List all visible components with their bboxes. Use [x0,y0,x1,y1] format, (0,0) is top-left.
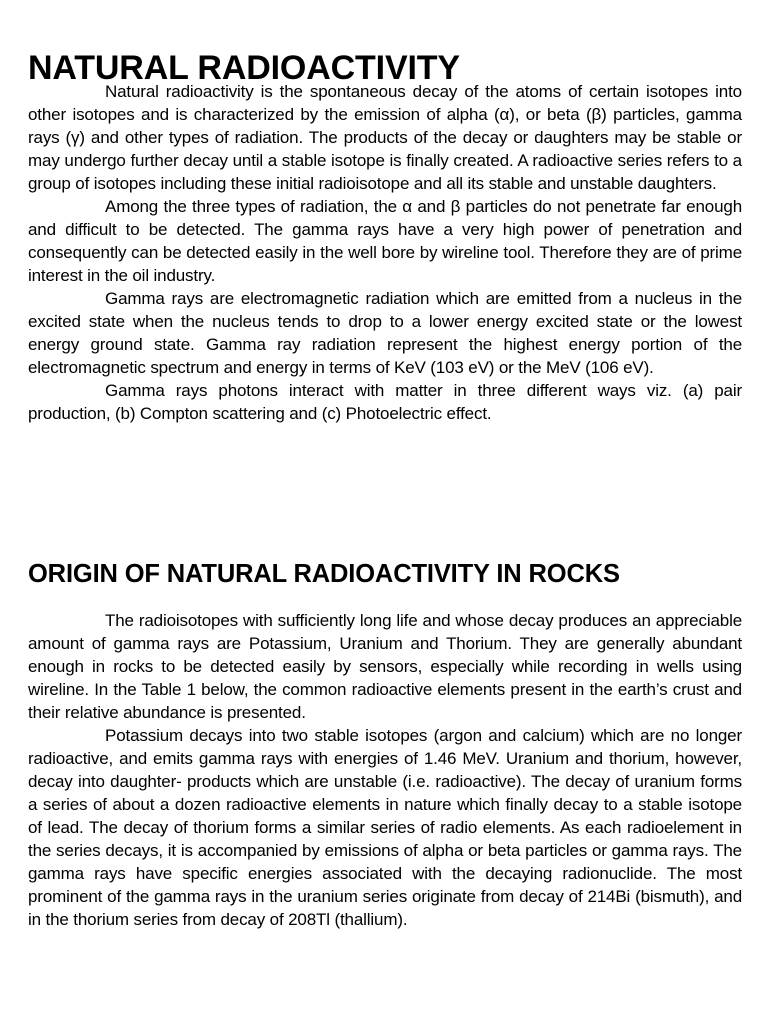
spacer [28,586,742,609]
paragraph: Natural radioactivity is the spontaneous decay of the atoms of certain isotopes into other isotopes and is characterized by the emission of alpha (α), or beta (β) particles, gamma rays (γ) and other types of radiation. The products of the decay or daughters may be stable or may undergo further decay until a stable isotope is finally created. A radioactive series refers to a group of isotopes including these initial radioisotope and all its stable and unstable daughters. [28,82,742,193]
paragraph: Gamma rays photons interact with matter in three different ways viz. (a) pair production, (b) Compton scattering and (c) Photoelectric effect. [28,381,742,423]
paragraph: The radioisotopes with sufficiently long life and whose decay produces an appreciable amount of gamma rays are Potassium, Uranium and Thorium. They are generally abundant enough in rocks to be detected easily by sensors, especially while recording in wells using wireline. In the Table 1 below, the common radioactive elements present in the earth’s crust and their relative abundance is presented. [28,611,742,722]
paragraph: Gamma rays are electromagnetic radiation which are emitted from a nucleus in the excited state when the nucleus tends to drop to a lower energy excited state or the lowest energy ground state. Gamma ray radiation represent the highest energy portion of the electromagnetic spectrum and energy in terms of KeV (103 eV) or the MeV (106 eV). [28,289,742,377]
paragraph: Among the three types of radiation, the α and β particles do not penetrate far enough and difficult to be detected. The gamma rays have a very high power of penetration and consequently can be detected easily in the well bore by wireline tool. Therefore they are of prime interest in the oil industry. [28,197,742,285]
spacer [28,425,742,563]
section-heading-natural-radioactivity: NATURAL RADIOACTIVITY [28,49,460,87]
document-page [28,49,742,931]
section-heading-origin-of-radioactivity: ORIGIN OF NATURAL RADIOACTIVITY IN ROCKS [28,560,620,588]
paragraph: Potassium decays into two stable isotopes (argon and calcium) which are no longer radioactive, and emits gamma rays with energies of 1.46 MeV. Uranium and thorium, however, decay into daughter- products which are unstable (i.e. radioactive). The decay of uranium forms a series of about a dozen radioactive elements in nature which finally decay to a stable isotope of lead. The decay of thorium forms a similar series of radio elements. As each radioelement in the series decays, it is accompanied by emissions of alpha or beta particles or gamma rays. The gamma rays have specific energies associated with the decaying radionuclide. The most prominent of the gamma rays in the uranium series originate from decay of 214Bi (bismuth), and in the thorium series from decay of 208Tl (thallium). [28,726,742,929]
